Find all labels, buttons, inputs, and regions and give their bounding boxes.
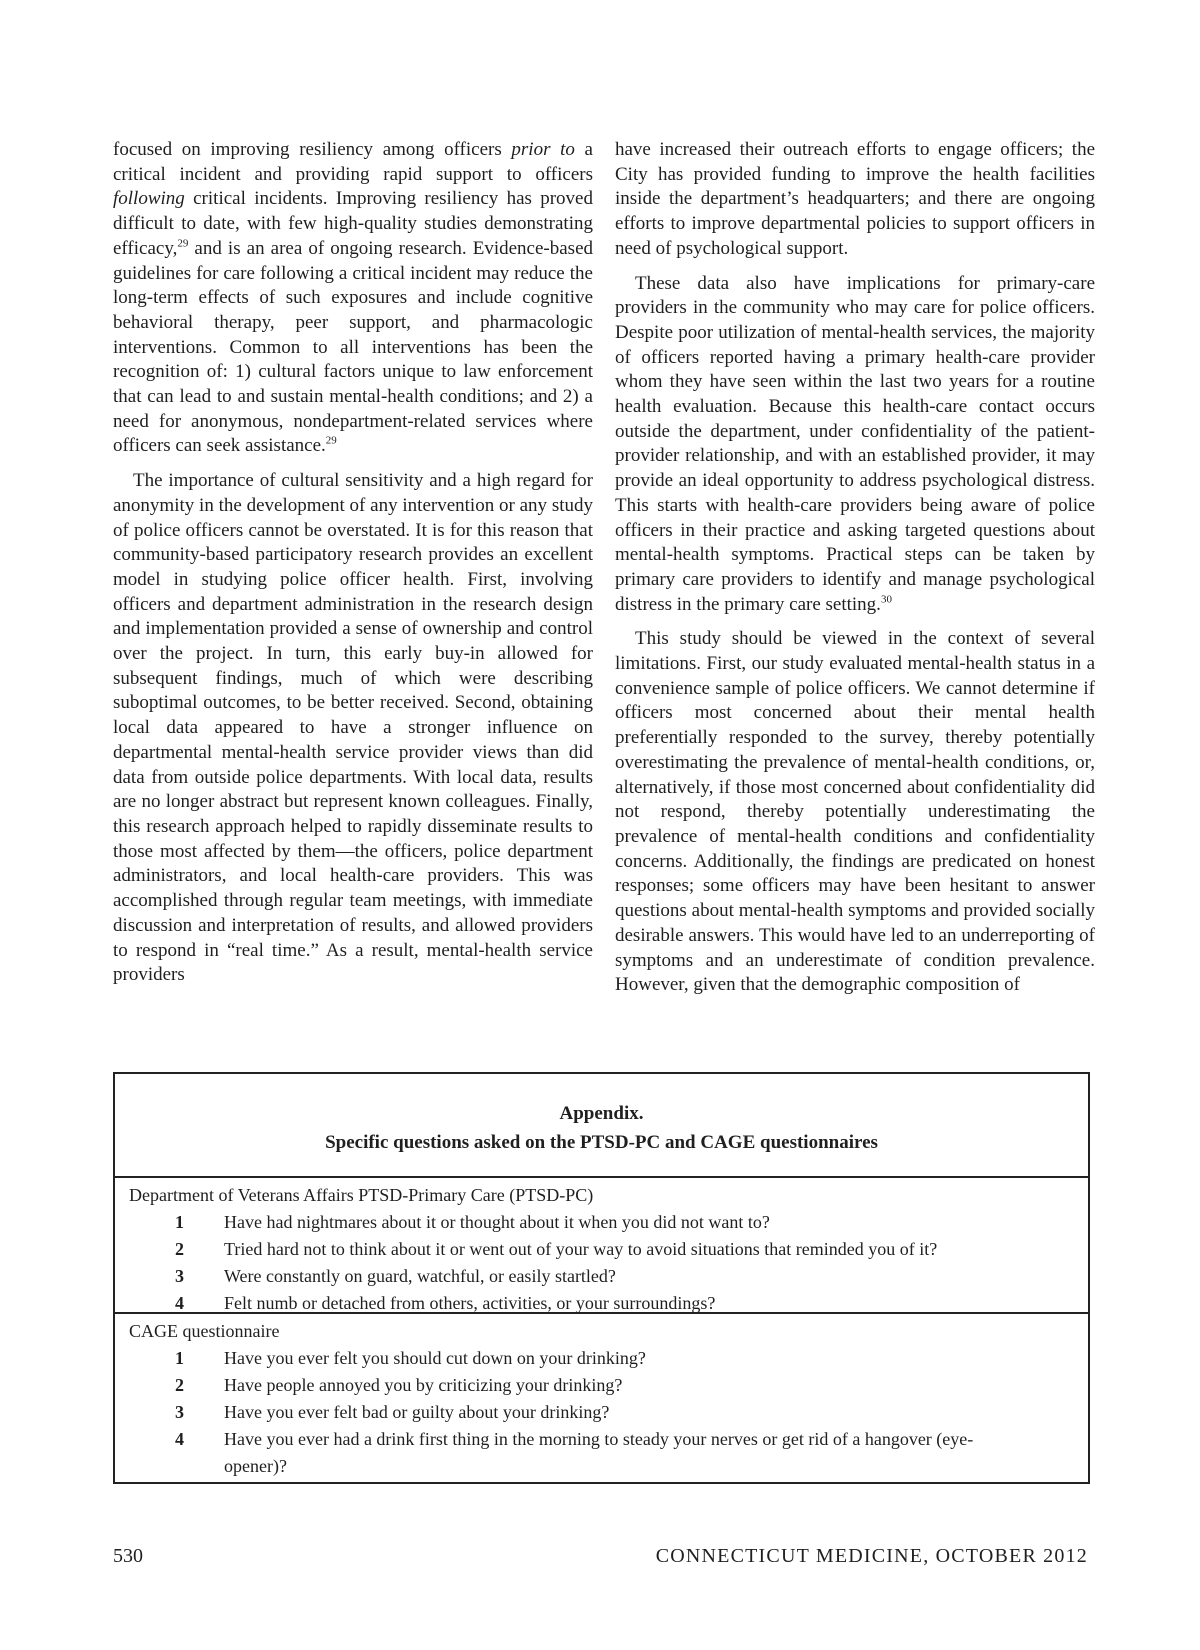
question-number: 1 (175, 1348, 184, 1368)
question-text: Felt numb or detached from others, activities, or your surroundings? (224, 1293, 716, 1313)
question-row (129, 1372, 1088, 1399)
left-column (113, 138, 593, 988)
question-row (129, 1345, 1088, 1372)
reference-marker: 30 (880, 593, 892, 606)
text-run: a critical incident and providing rapid support to officers (113, 139, 593, 185)
question-number: 4 (175, 1293, 184, 1313)
cage-section (115, 1314, 1088, 1480)
question-row (129, 1209, 1088, 1236)
question-row (129, 1236, 1088, 1263)
left-paragraph-2: The importance of cultural sensitivity and a high regard for anonymity in the development of any intervention or any study of police officers cannot be overstated. It is for this reason that community-based participatory research provides an excellent model in studying police officer health. First, involving officers and department administration in the research design and implementation provided a sense of ownership and control over the project. In turn, this early buy-in allowed for subsequent findings, much of which were describing suboptimal outcomes, to be better received. Second, obtaining local data appeared to have a stronger influence on departmental mental-health service provider views than did data from outside police departments. With local data, results are no longer abstract but represent known colleagues. Finally, this research approach helped to rapidly disseminate results to those most affected by them—the officers, police department administrators, and local health-care providers. This was accomplished through regular team meetings, with immediate discussion and interpretation of results, and allowed providers to respond in “real time.” As a result, mental-health service providers (113, 470, 593, 986)
italic-run: following (113, 188, 185, 210)
question-row (129, 1426, 1088, 1480)
section-title: CAGE questionnaire (129, 1321, 280, 1341)
right-column (615, 138, 1095, 998)
section-title: Department of Veterans Affairs PTSD-Primary Care (PTSD-PC) (129, 1185, 594, 1205)
question-number: 3 (175, 1266, 184, 1286)
question-text: Have people annoyed you by criticizing your drinking? (224, 1375, 623, 1395)
appendix-title: Appendix. (559, 1103, 644, 1124)
appendix-table (113, 1072, 1090, 1484)
question-number: 4 (175, 1429, 184, 1449)
right-paragraph-2 (615, 272, 1095, 618)
question-row (129, 1263, 1088, 1290)
question-number: 3 (175, 1402, 184, 1422)
question-number: 1 (175, 1212, 184, 1232)
appendix-subtitle: Specific questions asked on the PTSD-PC and CAGE questionnaires (325, 1132, 878, 1153)
question-number: 2 (175, 1239, 184, 1259)
text-run: critical incidents. Improving resiliency has proved difficult to date, with few high-quality studies demonstrating efficacy, (113, 188, 593, 259)
question-row (129, 1290, 1088, 1317)
appendix-header (115, 1074, 1088, 1178)
question-row (129, 1399, 1088, 1426)
italic-run: prior to (511, 139, 575, 160)
text-run: focused on improving resiliency among officers (113, 139, 512, 160)
question-text: Have had nightmares about it or thought about it when you did not want to? (224, 1212, 770, 1232)
page-number: 530 (113, 1545, 143, 1567)
question-text: Tried hard not to think about it or went out of your way to avoid situations that reminded you of it? (224, 1239, 938, 1259)
right-paragraph-3: This study should be viewed in the context of several limitations. First, our study evaluated mental-health status in a convenience sample of police officers. We cannot determine if officers most concerned about their mental health preferentially responded to the survey, thereby potentially overestimating the prevalence of mental-health conditions, or, alternatively, if those most concerned about confidentiality did not respond, thereby potentially underestimating the prevalence of mental-health conditions and confidentiality concerns. Additionally, the findings are predicated on honest responses; some officers may have been hesitant to answer questions about mental-health symptoms and provided socially desirable answers. This would have led to an underreporting of symptoms and an underestimate of condition prevalence. However, given that the demographic composition of (615, 628, 1095, 996)
ptsd-pc-section (115, 1178, 1088, 1314)
question-number: 2 (175, 1375, 184, 1395)
text-run: and is an area of ongoing research. Evidence-based guidelines for care following a critical incident may reduce the long-term effects of such exposures and include cognitive behavioral therapy, peer support, and pharmacologic interventions. Common to all interventions has been the recognition of: 1) cultural factors unique to law enforcement that can lead to and sustain mental-health conditions; and 2) a need for anonymous, nondepartment-related services where officers can seek assistance. (113, 237, 593, 457)
question-text: Have you ever had a drink first thing in the morning to steady your nerves or get rid of a hangover (eye-opener)? (224, 1429, 974, 1476)
question-text: Have you ever felt you should cut down on your drinking? (224, 1348, 646, 1368)
reference-marker: 29 (177, 237, 189, 250)
question-text: Have you ever felt bad or guilty about your drinking? (224, 1402, 610, 1422)
question-text: Were constantly on guard, watchful, or easily startled? (224, 1266, 616, 1286)
left-paragraph-1 (113, 138, 593, 459)
journal-footer: CONNECTICUT MEDICINE, OCTOBER 2012 (655, 1545, 1088, 1567)
text-run: These data also have implications for primary-care providers in the community who may care for police officers. Despite poor utilization of mental-health services, the majority of officers reported having a primary health-care provider whom they have seen within the last two years for a routine health evaluation. Because this health-care contact occurs outside the department, under confidentiality of the patient-provider relationship, and with an established provider, it may provide an ideal opportunity to address psychological distress. This starts with health-care providers being aware of police officers in their practice and asking targeted questions about mental-health symptoms. Practical steps can be taken by primary care providers to identify and manage psychological distress in the primary care setting. (615, 272, 1095, 615)
reference-marker: 29 (325, 435, 337, 448)
right-paragraph-1: have increased their outreach efforts to engage officers; the City has provided funding to improve the health facilities inside the department’s headquarters; and there are ongoing efforts to improve departmental policies to support officers in need of psychological support. (615, 139, 1095, 259)
